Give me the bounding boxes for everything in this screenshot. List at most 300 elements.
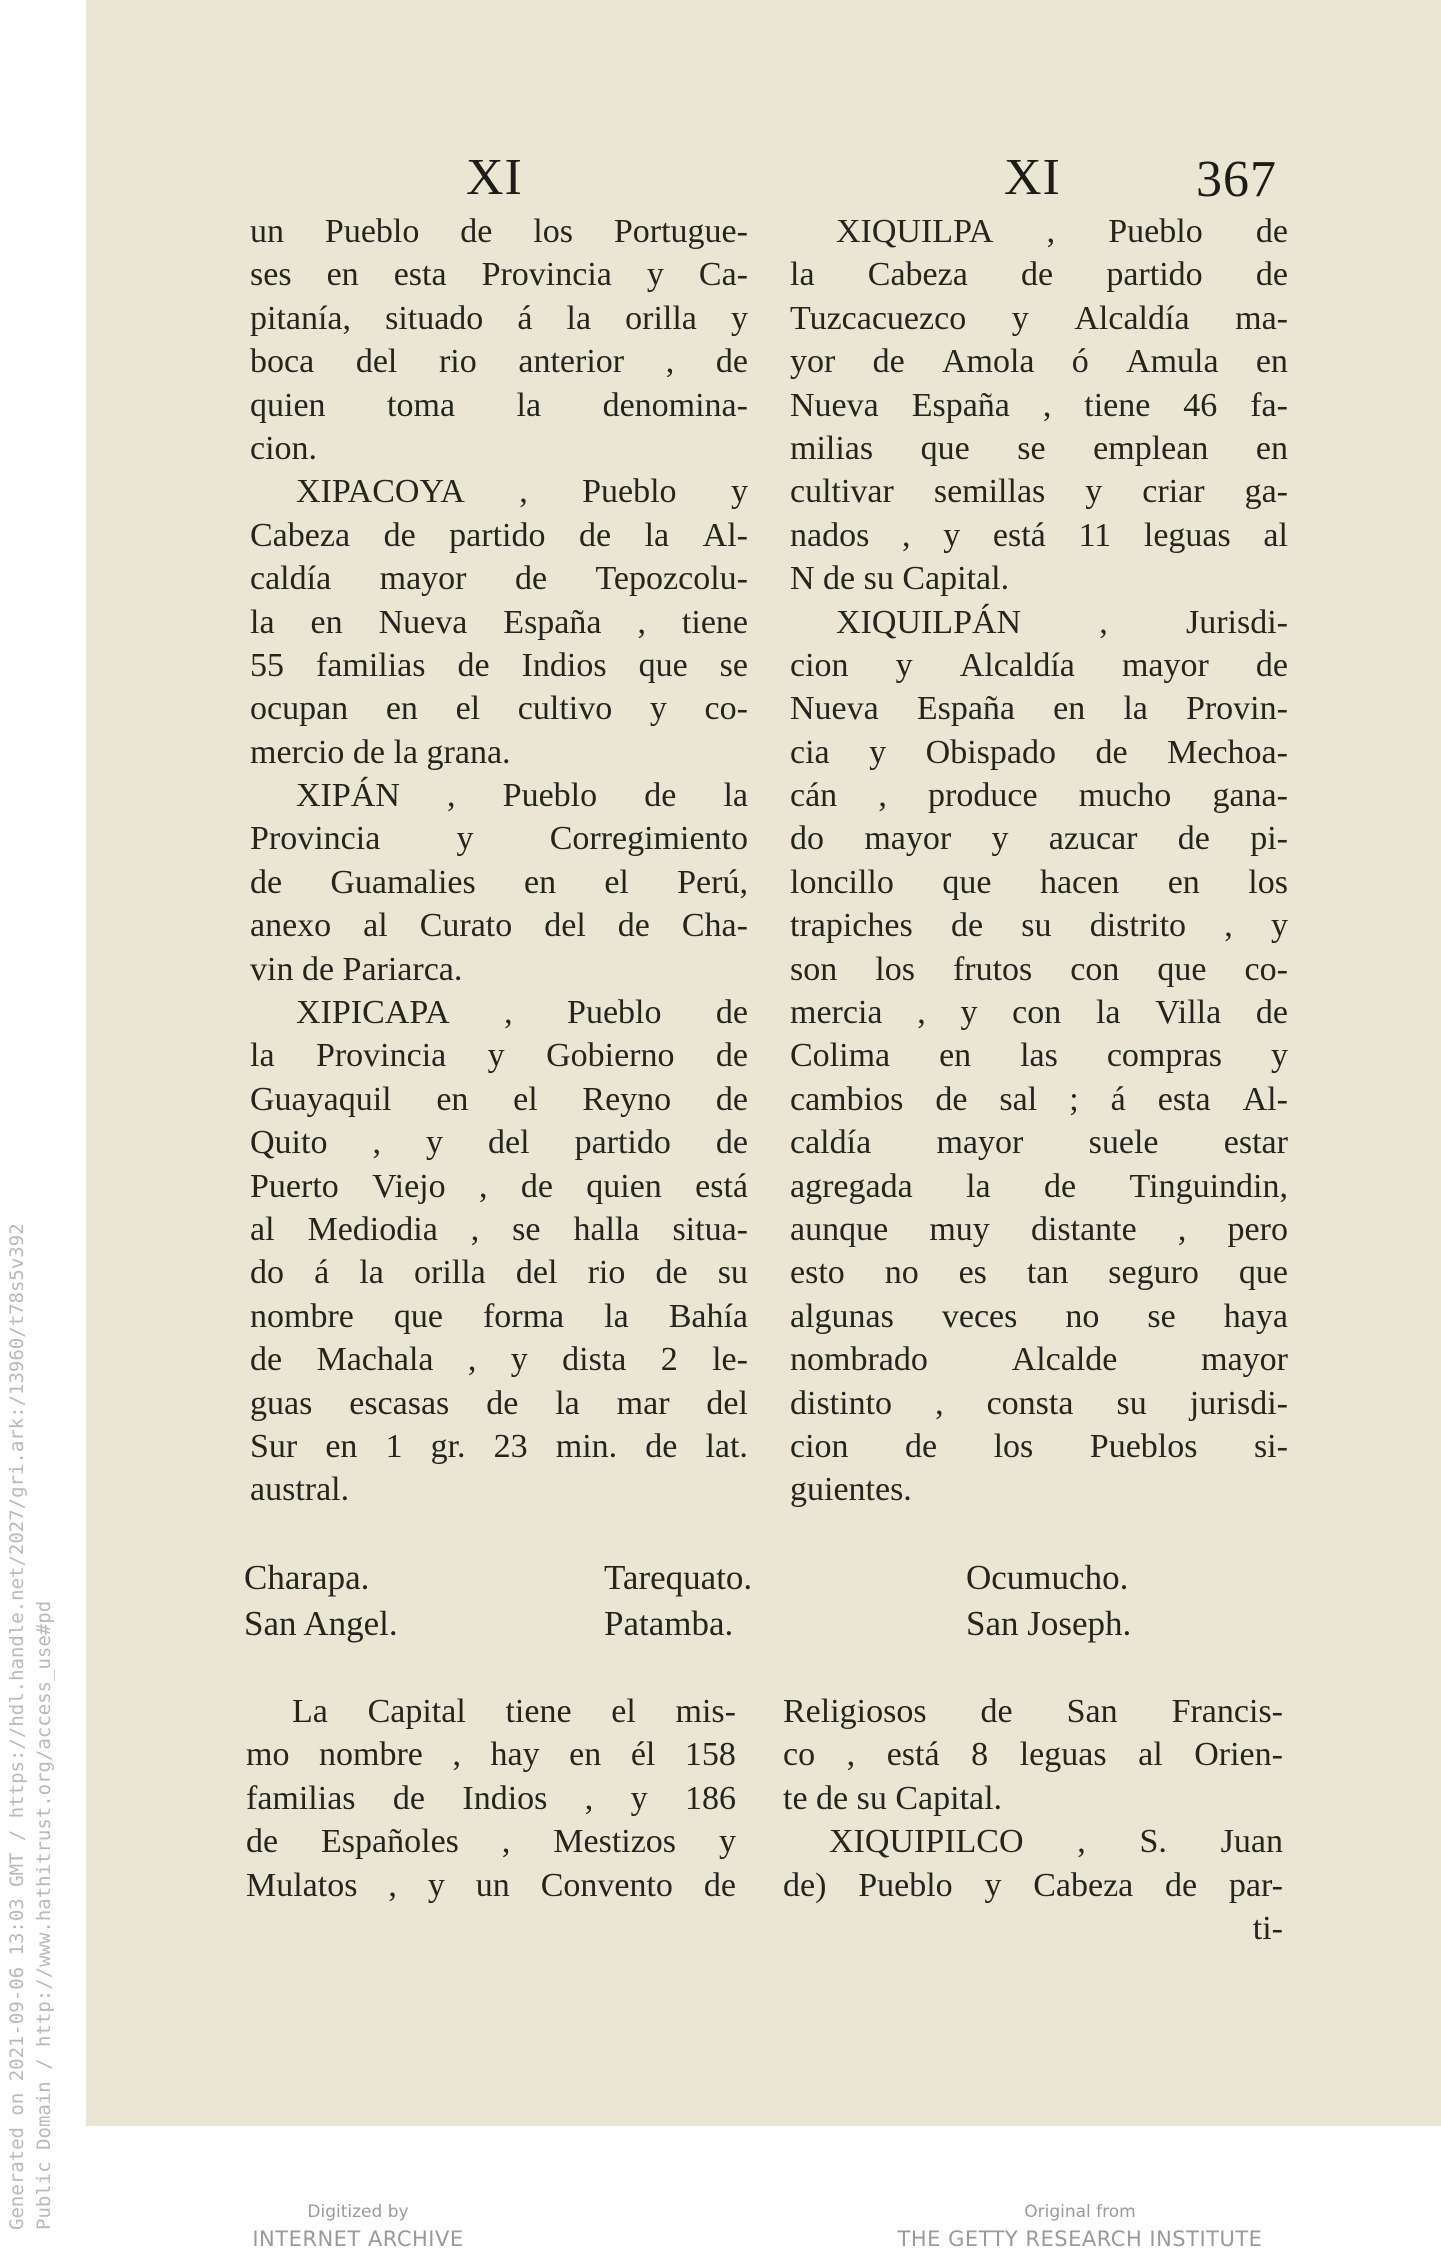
word: de [950, 907, 984, 945]
word: do [250, 1254, 284, 1292]
text-line [790, 644, 1288, 687]
word: Amola [941, 343, 1035, 381]
word: Curato [419, 907, 513, 945]
word: , [846, 1736, 856, 1774]
word: Orien- [1194, 1736, 1283, 1774]
word: Amula [1126, 343, 1219, 381]
word: Tinguindin, [1129, 1167, 1288, 1205]
text-line [250, 1382, 748, 1425]
word: se [1147, 1297, 1176, 1335]
word: seguro [1108, 1254, 1199, 1292]
text-line [790, 470, 1288, 513]
word: de [715, 1037, 748, 1075]
word: de [1021, 256, 1054, 294]
places-row [244, 1601, 1264, 1647]
word: , [470, 1210, 480, 1248]
text-line [250, 557, 748, 600]
word: pitanía, [250, 299, 352, 337]
word: España [911, 386, 1010, 424]
word: tiene [681, 603, 748, 641]
text-line [790, 774, 1288, 817]
word: rio [438, 343, 477, 381]
text-line [790, 731, 1288, 774]
text-line [250, 253, 748, 296]
word: ga- [1244, 473, 1288, 511]
word: esta [393, 256, 447, 294]
word: XIQUILPA [836, 213, 994, 250]
word: , [1224, 907, 1233, 945]
word: Viejo [372, 1167, 446, 1205]
bottom-right-column [783, 1690, 1283, 1950]
text-line [250, 904, 748, 947]
word: y [646, 256, 664, 294]
word: de [457, 646, 490, 684]
word: anterior [518, 343, 625, 381]
word: en [385, 690, 418, 728]
word: 46 [1183, 386, 1218, 424]
word: el [604, 863, 629, 901]
place-name: Ocumucho. [966, 1558, 1129, 1597]
text-line [790, 1382, 1288, 1425]
word: y [510, 1341, 528, 1379]
word: consta [986, 1384, 1074, 1422]
text-line [790, 601, 1288, 644]
word: emplean [1093, 429, 1209, 467]
word: la [723, 777, 748, 815]
word: co- [704, 690, 748, 728]
word: son [790, 950, 838, 988]
word: La [292, 1693, 328, 1730]
word: partido [449, 516, 546, 554]
word: min. [555, 1427, 618, 1465]
word: las [1020, 1037, 1058, 1075]
word: tiene [1084, 386, 1151, 424]
word: el [611, 1693, 636, 1730]
word: yor [790, 343, 836, 381]
text-line [250, 1338, 748, 1381]
word: Jurisdi- [1186, 603, 1288, 641]
word: la [966, 1167, 991, 1205]
word: de [383, 516, 416, 554]
word: la [566, 299, 592, 337]
text-line [250, 340, 748, 383]
word: la [604, 1297, 629, 1335]
word: Cabeza [250, 516, 351, 554]
word: se [1017, 429, 1046, 467]
word: S. [1139, 1823, 1167, 1861]
left-text-column [250, 210, 748, 1512]
line-text: guientes. [790, 1471, 912, 1509]
word: y [630, 1779, 648, 1817]
word: cion [790, 646, 849, 684]
text-line [790, 253, 1288, 296]
text-line [250, 1208, 748, 1251]
word: y [427, 1866, 445, 1904]
text-line [246, 1864, 736, 1907]
word: 11 [1078, 516, 1112, 554]
word: si- [1253, 1427, 1288, 1465]
word: Pueblo [1108, 213, 1203, 250]
stamp-line-2: Public Domain / http://www.hathitrust.org/access_use#pd [33, 1600, 55, 2230]
word: el [513, 1080, 538, 1118]
word: toma [387, 386, 456, 424]
word: XIQUIPILCO [829, 1823, 1024, 1861]
word: hacen [1039, 863, 1120, 901]
word: Cabeza [867, 256, 968, 294]
word: un [475, 1866, 510, 1904]
word: que [638, 646, 688, 684]
word: mar [616, 1384, 670, 1422]
word: criar [1142, 473, 1205, 511]
word: y [649, 690, 667, 728]
footer-getty: THE GETTY RESEARCH INSTITUTE [897, 2227, 1263, 2251]
word: tan [1026, 1254, 1069, 1292]
word: trapiches [790, 907, 913, 945]
word: Juan [1220, 1823, 1283, 1861]
text-line [790, 514, 1288, 557]
word: y [1085, 473, 1103, 511]
word: 2 [660, 1341, 678, 1379]
word: en [1255, 343, 1288, 381]
word: , [372, 1124, 381, 1162]
word: mayor [864, 820, 952, 858]
word: agregada [790, 1167, 913, 1205]
word: Machala [316, 1341, 434, 1379]
word: algunas [790, 1297, 894, 1335]
text-line [246, 1690, 736, 1733]
word: de [1044, 1167, 1077, 1205]
word: Alcaldía [1074, 299, 1190, 337]
footer-digitized-by: Digitized by [307, 2202, 409, 2222]
word: de [460, 213, 493, 250]
word: Quito [250, 1124, 328, 1162]
word: Guamalies [330, 863, 476, 901]
word: de [250, 1341, 283, 1379]
text-line [250, 687, 748, 730]
word: distrito [1089, 907, 1187, 945]
text-line [790, 427, 1288, 470]
word: Indios [462, 1779, 548, 1817]
line-text: te de su Capital. [783, 1779, 1003, 1817]
word: del [488, 1124, 530, 1162]
word: la [1123, 690, 1148, 728]
word: de [392, 1779, 425, 1817]
line-text: ti- [1252, 1909, 1283, 1947]
word: España [916, 690, 1016, 728]
footer-original [870, 2200, 1290, 2254]
word: es [958, 1254, 987, 1292]
word: produce [928, 777, 1038, 815]
place-name: San Angel. [244, 1604, 398, 1643]
text-line [250, 1251, 748, 1294]
word: de [617, 907, 650, 945]
text-line [783, 1820, 1283, 1863]
word: de [935, 1080, 968, 1118]
text-line [246, 1820, 736, 1863]
word: los [993, 1427, 1034, 1465]
places-row [244, 1555, 1264, 1601]
word: de [520, 1167, 553, 1205]
word: mucho [1078, 777, 1172, 815]
text-line [790, 948, 1288, 991]
word: Españoles [321, 1823, 459, 1861]
word: no [884, 1254, 919, 1292]
text-line [790, 904, 1288, 947]
word: de [644, 777, 677, 815]
word: , [478, 1167, 488, 1205]
word: su [717, 1254, 748, 1292]
word: que [393, 1297, 443, 1335]
text-line [250, 297, 748, 340]
text-line [783, 1777, 1283, 1820]
word: se [719, 646, 748, 684]
word: del [515, 1254, 558, 1292]
word: hay [490, 1736, 540, 1774]
word: él [630, 1736, 656, 1774]
word: forma [482, 1297, 565, 1335]
word: caldía [250, 560, 332, 598]
word: en [326, 256, 359, 294]
word: boca [250, 343, 315, 381]
word: caldía [790, 1124, 872, 1162]
word: los [1248, 863, 1288, 901]
word: Obispado [925, 733, 1056, 771]
word: familias [246, 1779, 356, 1817]
word: de [1095, 733, 1128, 771]
text-line [250, 210, 748, 253]
text-line [246, 1733, 736, 1776]
word: Tuzcacuezco [790, 299, 967, 337]
word: la [790, 256, 815, 294]
line-text: mercio de la grana. [250, 733, 511, 771]
word: mayor [379, 560, 467, 598]
text-line [250, 1468, 748, 1511]
word: ma- [1235, 299, 1288, 337]
word: de [715, 343, 748, 381]
word: leguas [1019, 1736, 1107, 1774]
text-line [250, 1034, 748, 1077]
word: San [1066, 1693, 1118, 1730]
word: de [872, 343, 905, 381]
word: anexo [250, 907, 332, 945]
footer-original-from: Original from [1024, 2202, 1136, 2222]
word: ses [250, 256, 292, 294]
word: de [579, 516, 612, 554]
word: , [1046, 213, 1056, 250]
word: que [942, 863, 992, 901]
word: partido [574, 1124, 671, 1162]
word: la [516, 386, 542, 424]
left-running-head: XI [466, 149, 523, 206]
word: Colima [790, 1037, 891, 1075]
word: leguas [1143, 516, 1231, 554]
word: tiene [505, 1693, 572, 1730]
word: suele [1088, 1124, 1159, 1162]
word: se [512, 1210, 541, 1248]
word: halla [573, 1210, 640, 1248]
word: con [1012, 994, 1062, 1032]
word: orilla [414, 1254, 486, 1292]
place-name: Tarequato. [604, 1558, 753, 1597]
place-name: Charapa. [244, 1558, 370, 1597]
word: Sur [250, 1427, 298, 1465]
word: de [703, 1866, 736, 1904]
word: un [250, 213, 284, 250]
word: la [250, 1037, 275, 1075]
word: y [425, 1124, 443, 1162]
text-line [250, 1425, 748, 1468]
word: Reyno [582, 1080, 672, 1118]
word: Nueva [790, 386, 879, 424]
word: ; [1069, 1080, 1079, 1118]
word: distinto [790, 1384, 893, 1422]
word: en [310, 603, 343, 641]
word: de [715, 1124, 748, 1162]
word: de [645, 1427, 678, 1465]
word: y [1270, 907, 1288, 945]
word: de [1165, 1866, 1198, 1904]
word: nombrado [790, 1341, 928, 1379]
word: Francis- [1171, 1693, 1283, 1730]
word: en [436, 1080, 469, 1118]
word: XIQUILPÁN [836, 603, 1022, 641]
word: Portugue- [613, 213, 748, 250]
word: mayor [936, 1124, 1024, 1162]
word: mercia [790, 994, 883, 1032]
word: Guayaquil [250, 1080, 392, 1118]
word: cia [790, 733, 830, 771]
word: su [1116, 1384, 1147, 1422]
word: cambios [790, 1080, 904, 1118]
text-line [783, 1907, 1283, 1950]
word: quien [250, 386, 326, 424]
word: en [325, 1427, 358, 1465]
word: de [1255, 213, 1288, 250]
word: de) [783, 1866, 827, 1904]
word: al [1138, 1736, 1163, 1774]
word: y [730, 299, 748, 337]
word: cultivo [517, 690, 613, 728]
word: Corregimiento [549, 820, 748, 858]
text-line [250, 384, 748, 427]
text-line [250, 644, 748, 687]
word: Mechoa- [1167, 733, 1288, 771]
word: de [715, 1080, 748, 1118]
word: de [514, 560, 548, 598]
text-line [790, 1208, 1288, 1251]
word: Mulatos [246, 1866, 358, 1904]
word: la [555, 1384, 580, 1422]
word: del [706, 1384, 748, 1422]
word: España [503, 603, 602, 641]
text-line [790, 1034, 1288, 1077]
text-line [790, 1468, 1288, 1511]
word: Cha- [681, 907, 748, 945]
word: y [943, 516, 961, 554]
word: Bahía [668, 1297, 748, 1335]
word: en [1255, 429, 1288, 467]
word: de [1255, 256, 1288, 294]
word: 186 [685, 1779, 736, 1817]
word: , [447, 777, 456, 815]
word: , [452, 1736, 461, 1774]
word: , [878, 777, 887, 815]
word: gana- [1212, 777, 1288, 815]
word: Al- [702, 516, 748, 554]
word: los [533, 213, 573, 250]
word: al [250, 1210, 275, 1248]
word: de [905, 1427, 938, 1465]
word: Convento [540, 1866, 673, 1904]
word: pero [1227, 1210, 1288, 1248]
word: 8 [971, 1736, 989, 1774]
word: fa- [1250, 386, 1288, 424]
word: mis- [675, 1693, 736, 1730]
word: situado [385, 299, 484, 337]
word: y [869, 733, 887, 771]
word: y [487, 1037, 505, 1075]
word: familias [315, 646, 426, 684]
text-line [250, 514, 748, 557]
word: , [388, 1866, 397, 1904]
word: partido [1106, 256, 1203, 294]
word: de [246, 1823, 279, 1861]
word: Provincia [315, 1037, 447, 1075]
word: distante [1030, 1210, 1137, 1248]
word: y [456, 820, 474, 858]
word: que [920, 429, 970, 467]
text-line [783, 1690, 1283, 1733]
word: á [314, 1254, 330, 1292]
word: 55 [250, 646, 284, 684]
word: de [250, 863, 283, 901]
place-name: San Joseph. [966, 1604, 1132, 1643]
word: del [355, 343, 398, 381]
text-line [250, 991, 748, 1034]
word: orilla [625, 299, 697, 337]
word: el [455, 690, 481, 728]
word: y [960, 994, 978, 1032]
word: de [655, 1254, 688, 1292]
text-line [790, 384, 1288, 427]
word: , [519, 473, 528, 511]
text-line [790, 861, 1288, 904]
word: pi- [1250, 820, 1288, 858]
word: al [363, 907, 388, 945]
word: milias [790, 429, 874, 467]
text-line [250, 817, 748, 860]
word: de [1255, 646, 1288, 684]
word: en [569, 1736, 602, 1774]
word: en [524, 863, 557, 901]
text-line [250, 1295, 748, 1338]
text-line [250, 1078, 748, 1121]
word: aunque [790, 1210, 889, 1248]
word: Provin- [1185, 690, 1288, 728]
word: Mediodia [307, 1210, 438, 1248]
word: , [1177, 1210, 1187, 1248]
text-line [790, 1251, 1288, 1294]
page-number: 367 [1196, 151, 1277, 208]
word: de [1255, 994, 1288, 1032]
word: loncillo [790, 863, 894, 901]
text-line [790, 1078, 1288, 1121]
word: quien [586, 1167, 662, 1205]
text-line [250, 1165, 748, 1208]
word: Pueblo [567, 994, 662, 1032]
word: Religiosos [783, 1693, 927, 1730]
word: su [1021, 907, 1052, 945]
